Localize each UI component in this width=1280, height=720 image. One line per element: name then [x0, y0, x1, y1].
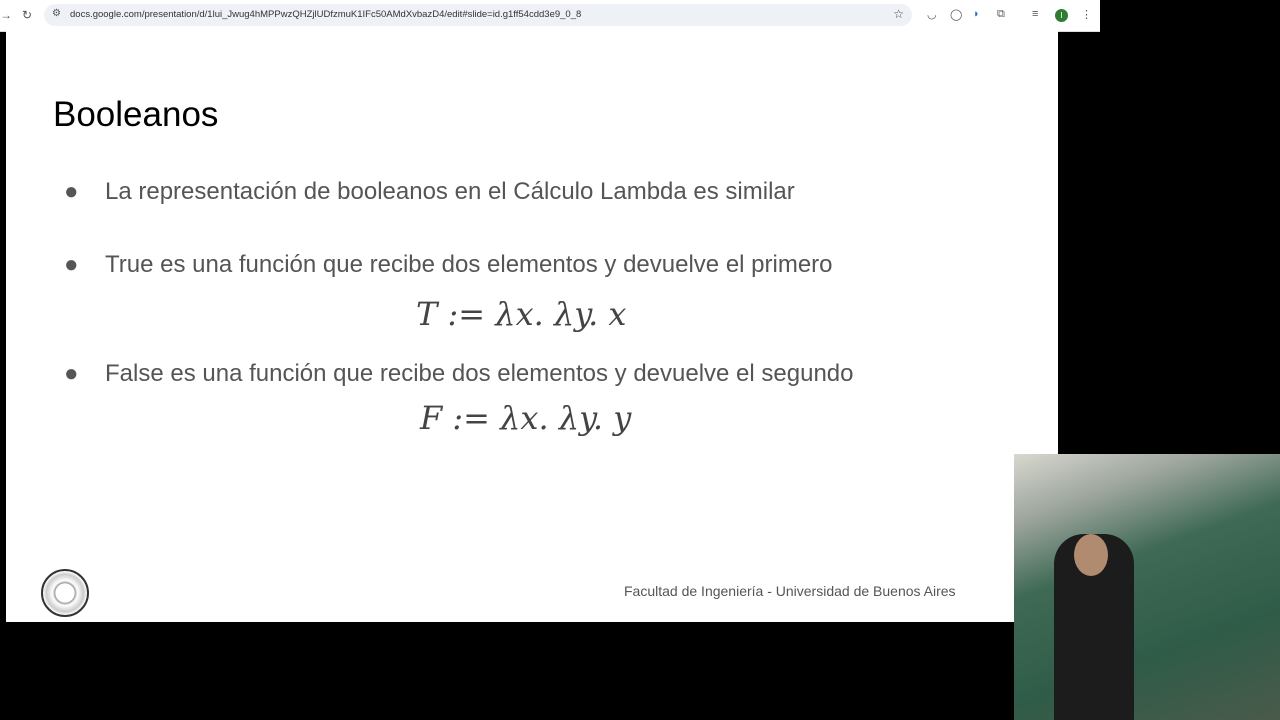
extensions-puzzle-icon[interactable]: ⧉: [997, 8, 1005, 20]
menu-more-icon[interactable]: ⋮: [1081, 9, 1092, 21]
profile-avatar[interactable]: I: [1055, 9, 1068, 22]
forward-icon[interactable]: →: [0, 8, 12, 22]
shield-extension-icon[interactable]: ◡: [927, 9, 937, 21]
media-controls-icon[interactable]: ≡: [1032, 8, 1039, 20]
university-seal-logo: [41, 569, 89, 617]
bullet-dot-icon: ●: [64, 178, 79, 205]
address-bar[interactable]: [44, 4, 912, 26]
presenter-head: [1074, 534, 1108, 576]
formula-true: T := λx. λy. x: [416, 295, 627, 333]
browser-toolbar: [0, 0, 1100, 32]
webcam-video: [1014, 454, 1280, 720]
bookmark-star-icon[interactable]: ☆: [893, 7, 904, 21]
audio-extension-icon[interactable]: ◗: [973, 8, 980, 20]
url-text[interactable]: docs.google.com/presentation/d/1lui_Jwug4hMPPwzQHZjlUDfzmuK1IFc50AMdXvbazD4/edit#slide=id.g1ff54cdd3e9_0_8: [70, 9, 582, 20]
slide: Booleanos ● La representación de booleanos en el Cálculo Lambda es similar ● True es una función que recibe dos elementos y devuelve el primero T := λx. λy. x ● False es una función que recibe dos elementos y devuelve el segundo F := λx. λy. y Facultad de Ingeniería - Universidad de Buenos Aires: [6, 31, 1058, 622]
formula-false: F := λx. λy. y: [420, 399, 632, 437]
circle-extension-icon[interactable]: ◯: [950, 9, 963, 21]
bullet-dot-icon: ●: [64, 360, 79, 387]
slide-footer: Facultad de Ingeniería - Universidad de Buenos Aires: [624, 583, 956, 599]
site-settings-icon[interactable]: ⚙: [52, 8, 61, 19]
bullet-dot-icon: ●: [64, 251, 79, 278]
reload-icon[interactable]: ↻: [22, 8, 33, 22]
slide-title: Booleanos: [53, 95, 219, 134]
